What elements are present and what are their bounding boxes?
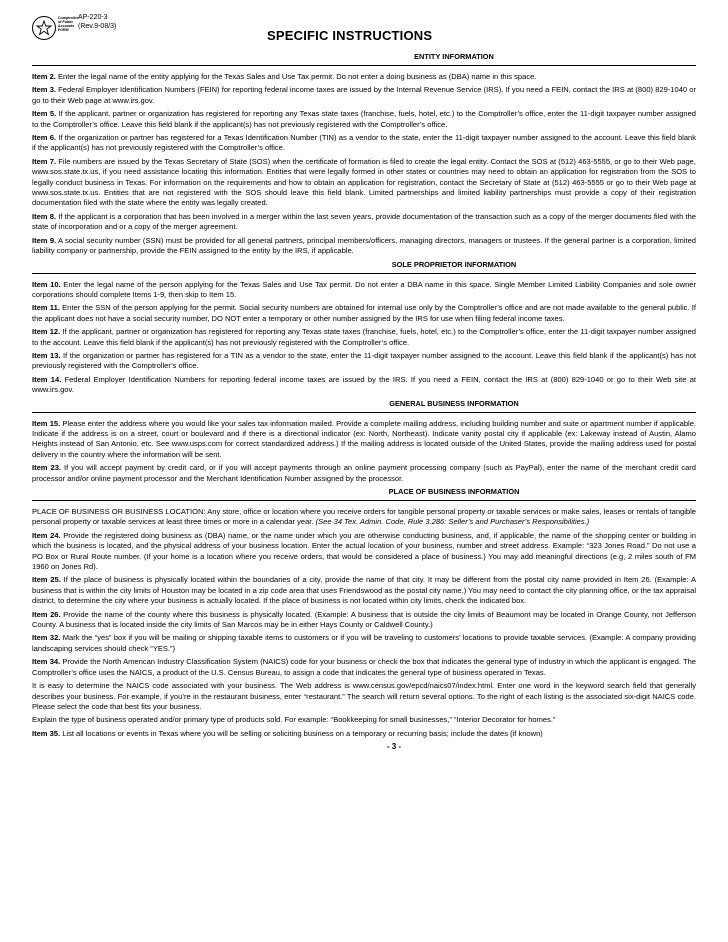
section-heading-sole-proprietor: SOLE PROPRIETOR INFORMATION [391, 259, 517, 269]
section-heading-general-business: GENERAL BUSINESS INFORMATION [389, 398, 519, 408]
form-number: AP-220-3 (Rev.9-08/3) [78, 14, 117, 30]
item-34: Item 34. Provide the North American Industry Classification System (NAICS) code for your business or check the box that indicates the general type of industry in which the applicant is engaged. The Comptroller’s office uses the NAICS, a product of the U.S. Census Bureau, to assign a code that indicates the general type of business operated in Texas. [32, 657, 696, 677]
item-7: Item 7. File numbers are issued by the Texas Secretary of State (SOS) when the certificate of formation is filed to create the legal entity. Contact the SOS at (512) 463-5555, or go to their Web page, www.sos.state.tx.us, if you need assistance locating this information. Entities that were legally formed in other states or countries may need to obtain an application for registration from the SOS to legally conduct business in Texas. For information on the requirements and how to obtain an application for registration, contact the Secretary of State at (512) 463-5555 or go to their Web page at www.sos.state.tx.us. Entities that are not registered with the SOS should leave this field blank. Limited partnerships and limited liability partnerships must provide a copy of their registration documentation filed with the state where the entity was legally created. [32, 156, 696, 208]
place-of-business-definition: PLACE OF BUSINESS OR BUSINESS LOCATION: Any store, office or location where you receive orders for tangible personal property or taxable services or make sales, leases or rentals of tangible personal property or taxable services at least three times or more in a calendar year. (See 34 Tex. Admin. Code, Rule 3.286: Seller’s and Purchaser’s Responsibilities.) [32, 507, 696, 527]
item-9: Item 9. A social security number (SSN) must be provided for all general partners, principal members/officers, managing directors, managers or trustees. If the general partner is a corporation, limited liability company or partnership, provide the FEIN assigned to the entity by the IRS, if applicable. [32, 235, 696, 256]
naics-lookup-paragraph: It is easy to determine the NAICS code associated with your business. The Web address is www.census.gov/epcd/naics07/index.html. Enter one word in the keyword search field that generally describes your business. For example, if you’re in the restaurant business, enter “restaurant.” The search will return several options. To the right of each listing is the associated six-digit NAICS code. Please select the code that best fits your business. [32, 681, 696, 711]
item-23: Item 23. If you will accept payment by credit card, or if you will accept payments through an online payment processing company (such as PayPal), enter the name of the merchant credit card processor and/or online payment processor and the Merchant Identification Number assigned by the processor. [32, 463, 696, 483]
divider [32, 273, 696, 274]
divider [32, 65, 696, 66]
page-number: - 3 - [386, 742, 402, 752]
item-11: Item 11. Enter the SSN of the person applying for the permit. Social security numbers are obtained for internal use only by the Comptroller’s office and are not made available to the general public. If the applicant does not have a social security number, DO NOT enter a temporary or other number assigned by the IRS for use when filing federal income taxes. [32, 303, 696, 323]
divider [32, 500, 696, 501]
item-8: Item 8. If the applicant is a corporation that has been involved in a merger within the last seven years, provide documentation of the transaction such as a copy of the merger documents filed with the state of incorporation and or a copy of the merger agreement. [32, 211, 696, 232]
item-6: Item 6. If the organization or partner has registered for a Texas Identification Number (TIN) as a vendor to the state, enter the 11-digit taxpayer number assigned to the account. Leave this field blank if the applicant(s) has not previously registered with the Comptroller’s office. [32, 133, 696, 153]
item-10: Item 10. Enter the legal name of the person applying for the Texas Sales and Use Tax permit. Do not enter a DBA name in this space. Single Member Limited Liability Companies and sole owner corporations should complete Items 1-9, then skip to Item 15. [32, 279, 697, 299]
item-26: Item 26. Provide the name of the county where this business is physically located. (Example: A business that is outside the city limits of Beaumont may be located in Orange County, not Jefferson County. A business that is located inside the city limits of San Marcos may be in either Hays County or Caldwell County.) [32, 609, 696, 630]
page-title: SPECIFIC INSTRUCTIONS [267, 28, 433, 43]
section-heading-place-of-business: PLACE OF BUSINESS INFORMATION [388, 487, 520, 496]
item-2: Item 2. Enter the legal name of the entity applying for the Texas Sales and Use Tax permit. Do not enter a doing business as (DBA) name in this space. [32, 72, 537, 81]
item-35: Item 35. List all locations or events in Texas where you will be selling or soliciting business on a temporary or recurring basis; include the dates (if known) [32, 728, 543, 738]
item-15: Item 15. Please enter the address where you would like your sales tax information mailed. Provide a complete mailing address, including building number and suite or apartment number if applicable. Indicate if the address is on a street, court or boulevard and if there is a directional indicator (ex: North, Northeast). Indicate vanity postal city if applicable (ex: Lakeway instead of Austin, Alamo Heights instead of San Antonio, etc. See www.usps.com for correct standardized address.) If the mailing address is located outside of the United States, provide the mailing address used for postal delivery in the country where the information will be sent. [32, 418, 697, 459]
item-24: Item 24. Provide the registered doing business as (DBA) name, or the name under which you are otherwise conducting business, and, if applicable, the name of the shopping center or building in which the business is located, and the physical address of your business location. Enter the actual location of your business, number and street address. Example: “323 Jones Road.” Do not use a PO Box or Rural Route number. (If your home is a location where you receive orders, that would be considered a place of business.) You may add meaningful directions (e.g, 2 miles south of FM 1960 on Jones Rd). [32, 530, 696, 572]
item-5: Item 5. If the applicant, partner or organization has registered for reporting any Texas state taxes (franchise, fuels, hotel, etc.) to the Comptroller’s office, enter the 11-digit taxpayer number assigned to the Comptroller’s office. Leave this field blank if the applicant(s) has not previously registered with the Comptroller’s office. [32, 109, 696, 129]
comptroller-seal-icon [32, 16, 56, 40]
item-13: Item 13. If the organization or partner has registered for a TIN as a vendor to the state, enter the 11-digit taxpayer number assigned to the account. Leave this field blank if the applicant(s) has not previously registered with the Comptroller’s office. [32, 350, 696, 371]
section-heading-entity: ENTITY INFORMATION [414, 52, 494, 61]
divider [32, 412, 696, 413]
instructions-page [32, 10, 696, 751]
item-32: Item 32. Mark the “yes” box if you will be mailing or shipping taxable items to customers or if you will be traveling to customers’ locations to provide taxable services. (Example: A company providing landscaping services should check “YES.”) [32, 633, 696, 653]
item-14: Item 14. Federal Employer Identification Numbers for reporting federal income taxes are issued by the IRS. If you need a FEIN, contact the IRS at (800) 829-1040 or go to their Web site at www.irs.gov. [32, 374, 696, 395]
agency-name: Comptroller of Public Accounts FORM [58, 16, 79, 32]
item-12: Item 12. If the applicant, partner or organization has registered for reporting any Texas state taxes (franchise, fuels, hotel, etc.) to the Comptroller’s office, enter the 11-digit taxpayer number assigned to the account. Leave this field blank if the applicant(s) has not previously registered with the Comptroller’s office. [32, 327, 696, 347]
item-25: Item 25. If the place of business is physically located within the boundaries of a city, provide the name of that city. It may be different from the postal city name provided in Item 26. (Example: A business that is within the city limits of Houston may be located in a zip code area that uses Friendswood as the postal city name.) You may need to contact the city planning office, or the tax appraisal district, to determine the city where your business is actually located. If the place of business is not located within city limits, check the indicated box. [32, 575, 696, 606]
business-type-paragraph: Explain the type of business operated and/or primary type of products sold. For example: “Bookkeeping for small businesses,” “Interior Decorator for homes.” [32, 715, 556, 725]
page-header [32, 10, 696, 52]
item-3: Item 3. Federal Employer Identification Numbers (FEIN) for reporting federal income taxes are issued by the Internal Revenue Service (IRS). If you need a FEIN, contact the IRS at (800) 829-1040 or go to their Web page at www.irs.gov. [32, 85, 696, 105]
